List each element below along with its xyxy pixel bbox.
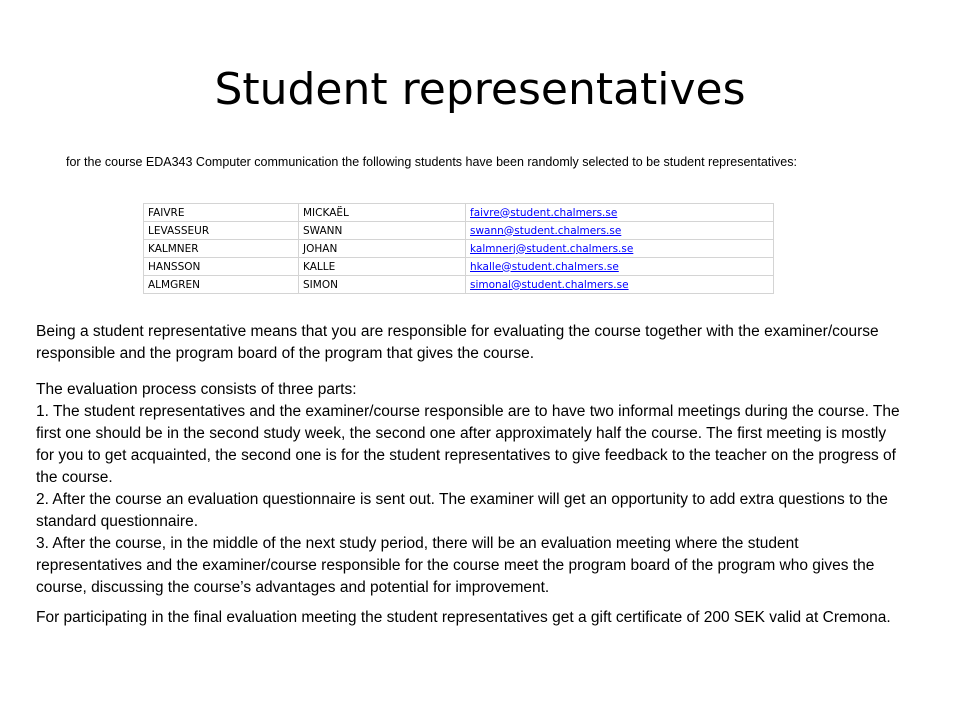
- email-link[interactable]: kalmnerj@student.chalmers.se: [470, 242, 634, 255]
- intro-text: for the course EDA343 Computer communication the following students have been randomly selected to be student representatives:: [66, 155, 797, 169]
- email-cell: [466, 258, 774, 276]
- table-row: [144, 258, 774, 276]
- process-intro-paragraph: The evaluation process consists of three parts:: [36, 381, 357, 398]
- paragraph-spacer: [36, 365, 906, 379]
- first-name-cell: KALLE: [299, 258, 466, 276]
- table-row: [144, 276, 774, 294]
- process-part-2: 2. After the course an evaluation questionnaire is sent out. The examiner will get an opportunity to add extra questions to the standard questionnaire.: [36, 491, 888, 530]
- table-row: [144, 204, 774, 222]
- email-cell: [466, 240, 774, 258]
- table-row: [144, 222, 774, 240]
- last-name-cell: KALMNER: [144, 240, 299, 258]
- process-part-3: 3. After the course, in the middle of the next study period, there will be an evaluation meeting where the student representatives and the examiner/course responsible for the course meet the program board of the program who gives the course, discussing the course’s advantages and potential for improvement.: [36, 535, 875, 596]
- first-name-cell: SIMON: [299, 276, 466, 294]
- representatives-table: [143, 203, 774, 294]
- last-name-cell: FAIVRE: [144, 204, 299, 222]
- body-text: [36, 321, 906, 629]
- email-link[interactable]: hkalle@student.chalmers.se: [470, 260, 619, 273]
- email-cell: [466, 222, 774, 240]
- page-title: Student representatives: [214, 64, 746, 115]
- email-link[interactable]: simonal@student.chalmers.se: [470, 278, 629, 291]
- process-part-1: 1. The student representatives and the examiner/course responsible are to have two informal meetings during the course. The first one should be in the second study week, the second one after approximately half the course. The first meeting is mostly for you to get acquainted, the second one is for the student representatives to give feedback to the teacher on the progress of the course.: [36, 403, 900, 486]
- first-name-cell: MICKAËL: [299, 204, 466, 222]
- email-link[interactable]: swann@student.chalmers.se: [470, 224, 622, 237]
- last-name-cell: LEVASSEUR: [144, 222, 299, 240]
- first-name-cell: SWANN: [299, 222, 466, 240]
- table-row: [144, 240, 774, 258]
- last-name-cell: ALMGREN: [144, 276, 299, 294]
- reward-paragraph: For participating in the final evaluation meeting the student representatives get a gift certificate of 200 SEK valid at Cremona.: [36, 609, 891, 626]
- paragraph-spacer: [36, 599, 906, 607]
- email-link[interactable]: faivre@student.chalmers.se: [470, 206, 618, 219]
- last-name-cell: HANSSON: [144, 258, 299, 276]
- first-name-cell: JOHAN: [299, 240, 466, 258]
- responsibility-paragraph: Being a student representative means that you are responsible for evaluating the course together with the examiner/course responsible and the program board of the program that gives the course.: [36, 323, 879, 362]
- email-cell: [466, 204, 774, 222]
- email-cell: [466, 276, 774, 294]
